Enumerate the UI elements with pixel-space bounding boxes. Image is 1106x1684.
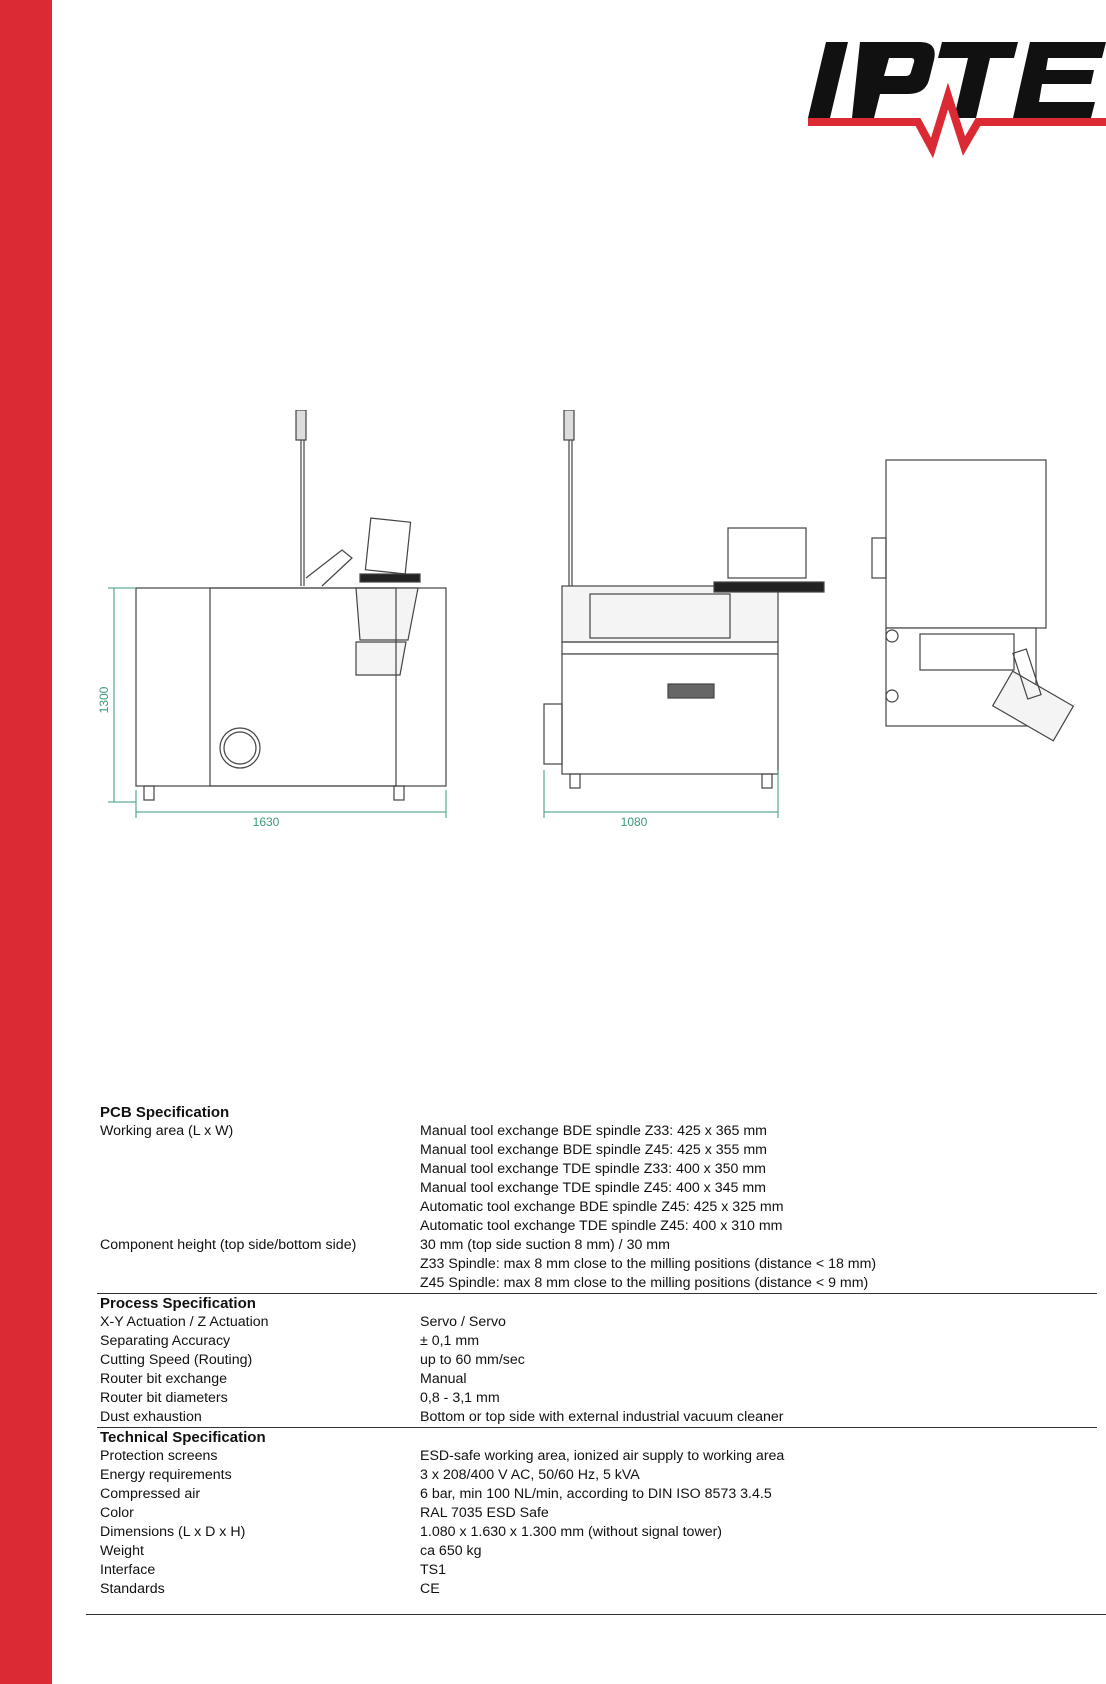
height-dimension-label: 1300 xyxy=(97,686,111,714)
spec-label: Interface xyxy=(100,1562,156,1578)
spec-value: RAL 7035 ESD Safe xyxy=(420,1505,549,1521)
spec-label: Energy requirements xyxy=(100,1467,232,1483)
spec-row xyxy=(97,1466,1097,1485)
spec-label: Standards xyxy=(100,1581,165,1597)
spec-value: Manual tool exchange TDE spindle Z45: 400 x 345 mm xyxy=(420,1180,766,1196)
spec-value: TS1 xyxy=(420,1562,447,1578)
front-width-dimension-label: 1080 xyxy=(620,815,648,829)
spec-label: Router bit exchange xyxy=(100,1371,227,1387)
spec-value: CE xyxy=(420,1581,440,1597)
spec-row xyxy=(97,1313,1097,1332)
spec-value: Z33 Spindle: max 8 mm close to the milling positions (distance < 18 mm) xyxy=(420,1256,877,1272)
front-view-drawing xyxy=(544,410,824,818)
section-title: Technical Specification xyxy=(100,1429,266,1446)
spec-value: Z45 Spindle: max 8 mm close to the milling positions (distance < 9 mm) xyxy=(420,1275,869,1291)
spec-value: Automatic tool exchange TDE spindle Z45: 400 x 310 mm xyxy=(420,1218,783,1234)
spec-row xyxy=(97,1389,1097,1408)
ipte-logo xyxy=(808,36,1106,166)
spec-row xyxy=(97,1447,1097,1466)
spec-row xyxy=(97,1523,1097,1542)
technical-specification-section xyxy=(97,1427,1097,1599)
spec-label: Dimensions (L x D x H) xyxy=(100,1524,246,1540)
spec-value: ± 0,1 mm xyxy=(420,1333,480,1349)
spec-row xyxy=(97,1236,1097,1293)
side-width-dimension-label: 1630 xyxy=(252,815,280,829)
section-title: PCB Specification xyxy=(100,1104,230,1121)
spec-label: Dust exhaustion xyxy=(100,1409,202,1425)
spec-label: Cutting Speed (Routing) xyxy=(100,1352,253,1368)
spec-label: Protection screens xyxy=(100,1448,218,1464)
spec-value: Servo / Servo xyxy=(420,1314,506,1330)
spec-label: Color xyxy=(100,1505,134,1521)
spec-value: Manual tool exchange BDE spindle Z33: 425 x 365 mm xyxy=(420,1123,768,1139)
spec-row xyxy=(97,1370,1097,1389)
spec-row xyxy=(97,1332,1097,1351)
spec-row xyxy=(97,1504,1097,1523)
spec-value: Manual tool exchange BDE spindle Z45: 425 x 355 mm xyxy=(420,1142,768,1158)
spec-value: ESD-safe working area, ionized air supply to working area xyxy=(420,1448,785,1464)
spec-row xyxy=(97,1485,1097,1504)
pcb-specification-section xyxy=(97,1103,1097,1293)
machine-drawings xyxy=(90,410,1106,830)
spec-row xyxy=(97,1351,1097,1370)
top-view-drawing xyxy=(872,460,1073,741)
spec-label: Working area (L x W) xyxy=(100,1123,234,1139)
spec-value: Bottom or top side with external industrial vacuum cleaner xyxy=(420,1409,784,1425)
spec-row xyxy=(97,1122,1097,1236)
spec-value: 1.080 x 1.630 x 1.300 mm (without signal tower) xyxy=(420,1524,723,1540)
spec-value: ca 650 kg xyxy=(420,1543,482,1559)
spec-label: Compressed air xyxy=(100,1486,201,1502)
spec-value: Automatic tool exchange BDE spindle Z45: 425 x 325 mm xyxy=(420,1199,784,1215)
spec-value: 0,8 - 3,1 mm xyxy=(420,1390,500,1406)
side-view-drawing xyxy=(108,410,446,818)
spec-row xyxy=(97,1561,1097,1580)
spec-value: up to 60 mm/sec xyxy=(420,1352,525,1368)
process-specification-section xyxy=(97,1293,1097,1427)
spec-label: Separating Accuracy xyxy=(100,1333,231,1349)
section-title: Process Specification xyxy=(100,1295,256,1312)
spec-value: Manual tool exchange TDE spindle Z33: 400 x 350 mm xyxy=(420,1161,766,1177)
spec-label: Router bit diameters xyxy=(100,1390,228,1406)
specifications-table xyxy=(97,1103,1097,1599)
spec-value: Manual xyxy=(420,1371,467,1387)
spec-value: 6 bar, min 100 NL/min, according to DIN ISO 8573 3.4.5 xyxy=(420,1486,772,1502)
spec-row xyxy=(97,1408,1097,1427)
spec-label: Component height (top side/bottom side) xyxy=(100,1237,357,1253)
spec-label: Weight xyxy=(100,1543,144,1559)
spec-value: 3 x 208/400 V AC, 50/60 Hz, 5 kVA xyxy=(420,1467,640,1483)
spec-row xyxy=(97,1580,1097,1599)
spec-label: X-Y Actuation / Z Actuation xyxy=(100,1314,269,1330)
red-side-bar xyxy=(0,0,52,1684)
spec-row xyxy=(97,1542,1097,1561)
bottom-divider xyxy=(86,1614,1106,1615)
spec-value: 30 mm (top side suction 8 mm) / 30 mm xyxy=(420,1237,670,1253)
